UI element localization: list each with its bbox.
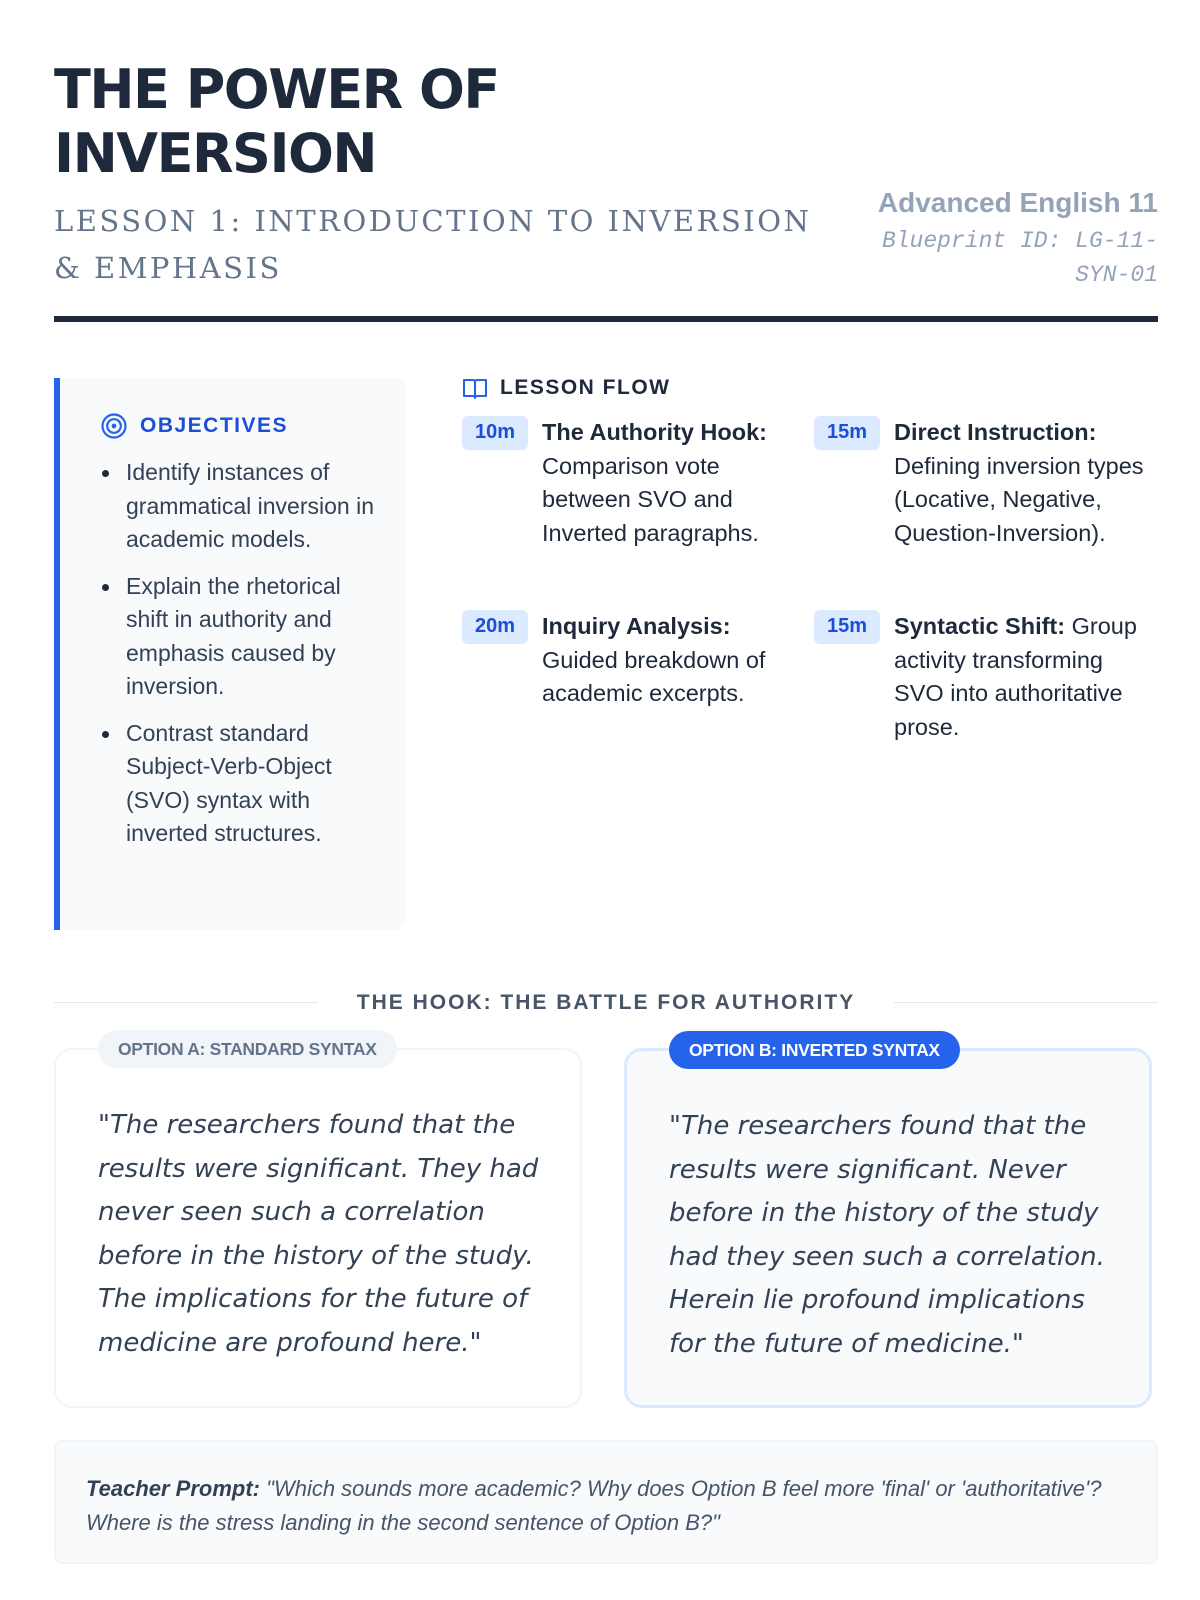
- objectives-header: [100, 412, 386, 440]
- option-a-card: [54, 1039, 582, 1408]
- course-name: Advanced English 11: [877, 187, 1158, 218]
- target-icon: [100, 412, 128, 440]
- lesson-subtitle: LESSON 1: INTRODUCTION TO INVERSION & EMPHASIS: [54, 204, 812, 285]
- lesson-flow: [462, 372, 1158, 740]
- page-title: THE POWER OF INVERSION: [54, 58, 499, 185]
- book-open-icon: [462, 375, 488, 401]
- flow-step-title: Syntactic Shift:: [894, 613, 1066, 639]
- option-b-quote: "The researchers found that the results were significant. Never before in the history of the study had they seen such a correlation. Herein lie profound implications for the future of medicine.": [669, 1111, 1105, 1359]
- flow-step: [814, 610, 1158, 744]
- flow-step: [462, 416, 798, 550]
- flow-step-text: [542, 416, 798, 550]
- course-meta: [858, 186, 1158, 292]
- lesson-page: [54, 0, 1158, 1600]
- teacher-prompt-text: "Which sounds more academic? Why does Option B feel more 'final' or 'authoritative'? Where is the stress landing in the second sentence of Option B?": [86, 1476, 1102, 1535]
- lesson-flow-header: [462, 372, 1158, 404]
- flow-step: [814, 416, 1158, 550]
- objectives-list: [100, 456, 386, 851]
- duration-badge: 15m: [814, 610, 880, 644]
- option-b-card: [624, 1040, 1152, 1408]
- flow-step-title: The Authority Hook:: [542, 419, 768, 445]
- flow-step-text: [894, 610, 1158, 744]
- teacher-prompt: [54, 1440, 1158, 1564]
- page-header: [54, 58, 1158, 322]
- flow-step: [462, 610, 798, 711]
- objective-item: Explain the rhetorical shift in authority and emphasis caused by inversion.: [100, 570, 386, 704]
- flow-step-title: Inquiry Analysis:: [542, 613, 731, 639]
- duration-badge: 20m: [462, 610, 528, 644]
- hook-section-divider: [54, 988, 1158, 1018]
- flow-step-description: Comparison vote between SVO and Inverted paragraphs.: [542, 452, 759, 546]
- hook-heading: THE HOOK: THE BATTLE FOR AUTHORITY: [54, 988, 1158, 1018]
- objectives-panel: [54, 378, 406, 930]
- option-b-label: OPTION B: INVERTED SYNTAX: [669, 1031, 960, 1069]
- flow-step-description: Defining inversion types (Locative, Negative, Question-Inversion).: [894, 452, 1144, 546]
- flow-step-text: [542, 610, 798, 711]
- blueprint-id: Blueprint ID: LG-11-SYN-01: [881, 228, 1158, 288]
- teacher-prompt-label: Teacher Prompt:: [86, 1476, 261, 1501]
- flow-step-description: Guided breakdown of academic excerpts.: [542, 646, 766, 706]
- flow-step-description: Group activity transforming SVO into authoritative prose.: [894, 613, 1137, 740]
- flow-step-text: [894, 416, 1156, 550]
- lesson-flow-heading: LESSON FLOW: [500, 376, 671, 399]
- objective-item: Identify instances of grammatical inversion in academic models.: [100, 456, 386, 557]
- duration-badge: 15m: [814, 416, 880, 450]
- option-a-quote: "The researchers found that the results were significant. They had never seen such a correlation before in the history of the study. The implications for the future of medicine are profound here.": [98, 1110, 539, 1358]
- flow-step-title: Direct Instruction:: [894, 419, 1097, 445]
- duration-badge: 10m: [462, 416, 528, 450]
- option-a-label: OPTION A: STANDARD SYNTAX: [98, 1030, 397, 1068]
- objective-item: Contrast standard Subject-Verb-Object (SVO) syntax with inverted structures.: [100, 717, 386, 851]
- objectives-heading: OBJECTIVES: [140, 414, 289, 437]
